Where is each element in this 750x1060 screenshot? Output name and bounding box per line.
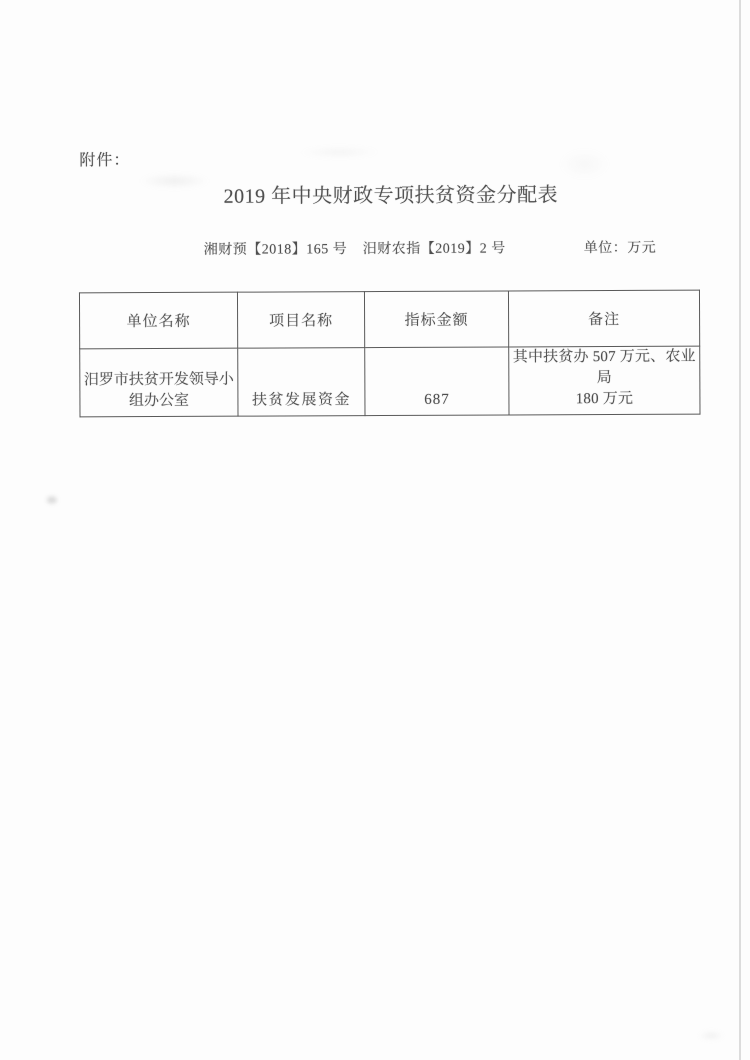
table-row [80,346,700,417]
header-cell-remark: 备注 [508,290,699,347]
scan-smudge [698,1031,724,1041]
cell-unit-name: 汨罗市扶贫开发领导小 组办公室 [80,348,238,417]
header-cell-amount: 指标金额 [364,291,508,348]
document-title: 2019 年中央财政专项扶贫资金分配表 [223,184,559,208]
cell-remark: 其中扶贫办 507 万元、农业局 180 万元 [509,346,700,415]
cell-amount: 687 [365,347,509,416]
doc-number-municipal: 汨财农指【2019】2 号 [362,241,506,258]
header-cell-unit-name: 单位名称 [79,292,237,349]
scan-smudge [47,496,57,503]
doc-number-provincial: 湘财预【2018】165 号 [203,242,348,258]
scan-smudge [299,146,379,158]
scan-smudge [559,149,609,179]
allocation-table [79,290,701,418]
scan-smudge [139,173,209,189]
scan-page-edge [739,0,741,1060]
header-cell-project-name: 项目名称 [237,292,364,349]
unit-label: 单位：万元 [583,240,657,257]
attachment-label: 附件： [79,152,131,170]
table-header-row [79,290,699,349]
cell-project-name: 扶贫发展资金 [238,348,365,417]
